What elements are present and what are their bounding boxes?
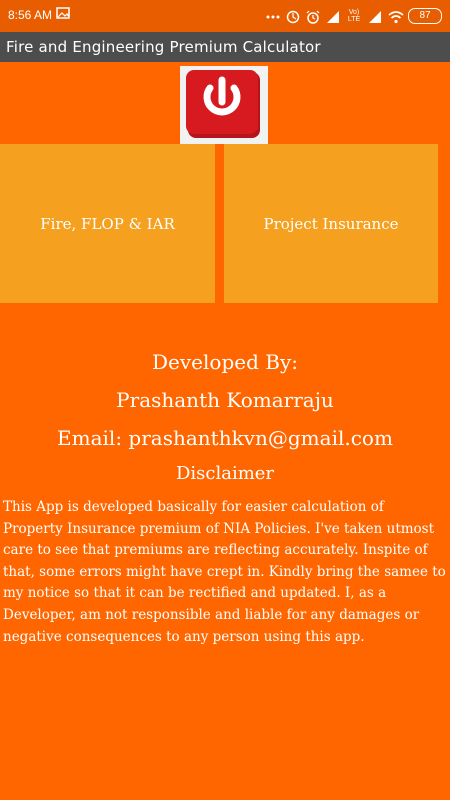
app-title: Fire and Engineering Premium Calculator [6,38,321,56]
developed-by-label: Developed By: [152,350,298,374]
dots-icon [266,9,280,23]
network-type-label: Vo) LTE [347,9,361,23]
gallery-icon [56,6,70,23]
signal-icon [368,9,382,23]
project-insurance-label: Project Insurance [263,214,399,233]
disclaimer-title: Disclaimer [175,463,275,484]
project-insurance-button[interactable] [224,144,438,303]
status-bar [0,0,450,32]
signal-icon [326,9,340,23]
fire-flop-iar-label: Fire, FLOP & IAR [40,214,175,233]
app-logo [180,66,268,144]
disclaimer-text: This App is developed basically for easier calculation of Property Insurance premium of NIA Policies. I've taken utmost care to see that premiums are reflecting accurately. Inspite of that, some errors might have crept in. Kindly bring the samee to my notice so that it can be rectified and updated. I, as a Developer, am not responsible and liable for any damages or negative consequences to any person using this app. [3,499,446,645]
status-icons [266,6,442,26]
app-bar [0,32,450,62]
battery-icon: 87 [408,8,442,24]
developer-name: Prashanth Komarraju [116,388,334,412]
data-saver-icon [286,9,300,23]
status-time: 8:56 AM [8,8,53,22]
power-icon [180,66,268,144]
wifi-icon [388,9,402,23]
fire-flop-iar-button[interactable] [0,144,215,303]
developer-email: Email: prashanthkvn@gmail.com [57,426,393,450]
alarm-icon [306,9,320,23]
